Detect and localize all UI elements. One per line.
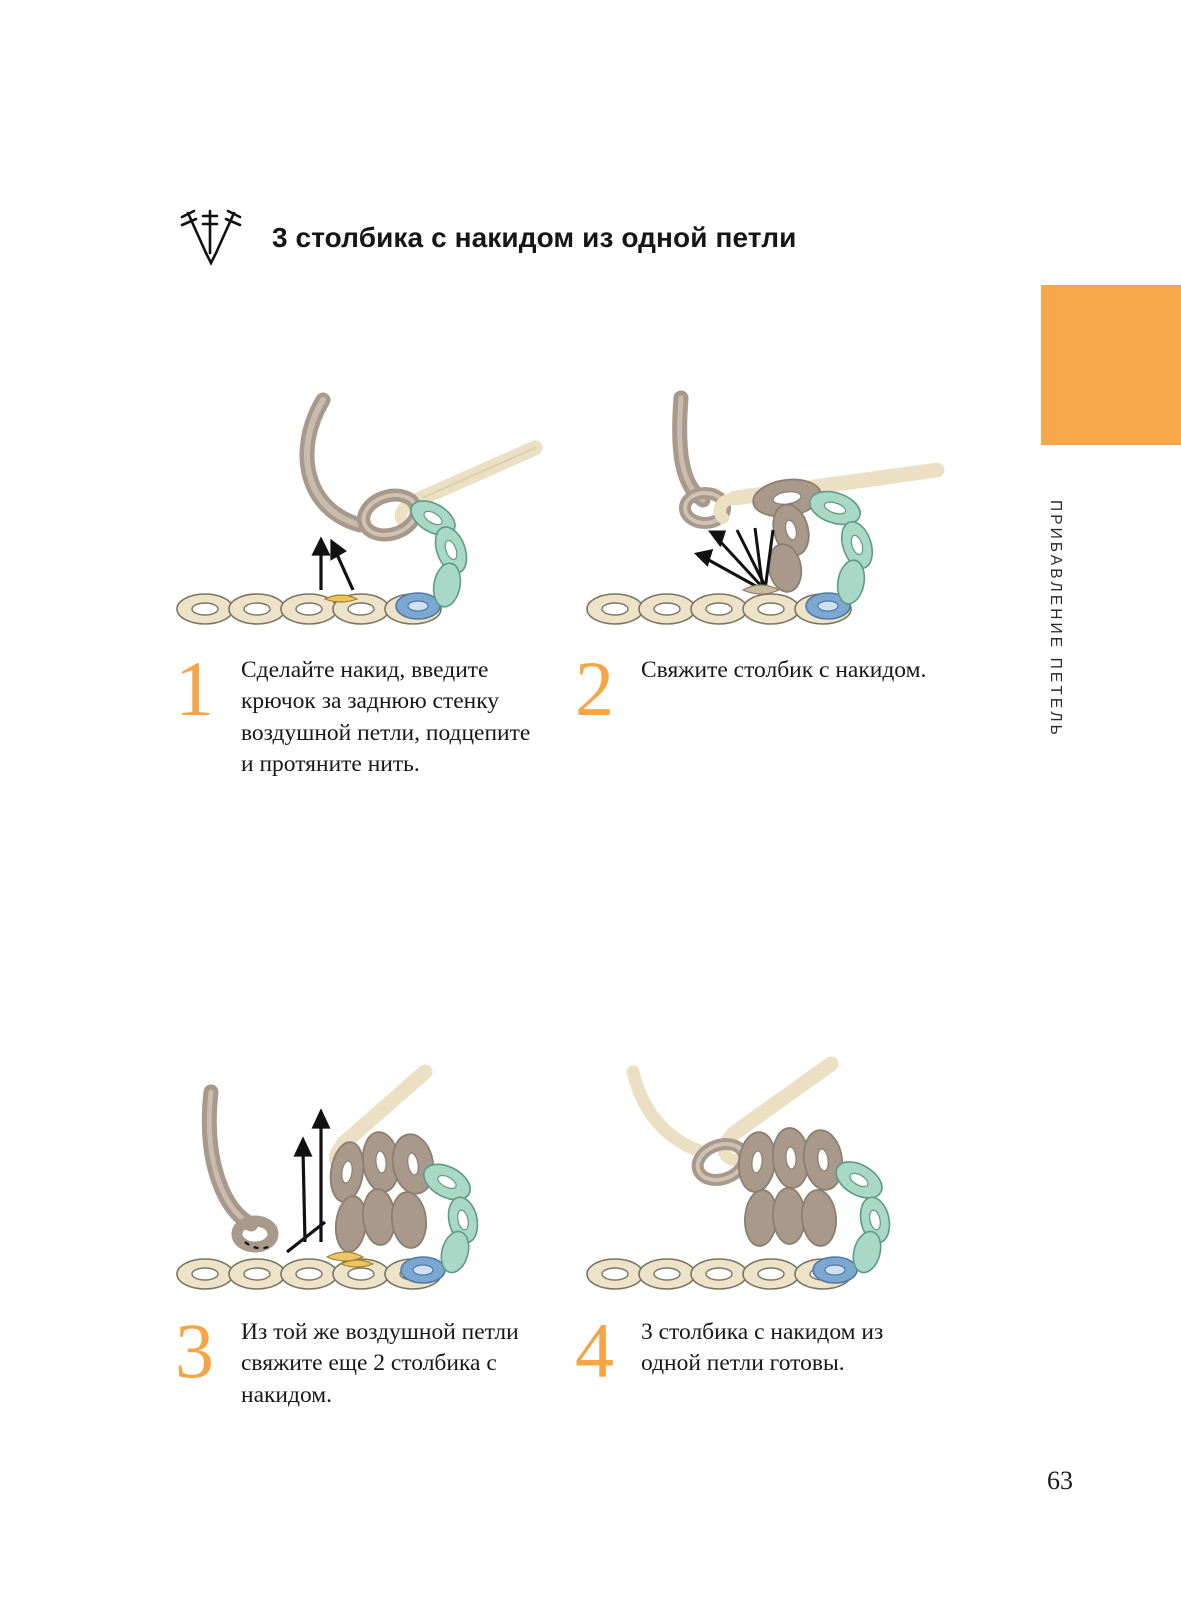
step-4-caption [575,1307,975,1394]
page-number: 63 [1047,1466,1073,1495]
steps-row-2 [175,1052,975,1411]
step-1-caption [175,645,575,780]
step-4-text: 3 столбика с накидом из одной петли готовы. [641,1319,884,1377]
step-2 [575,390,975,780]
section-title: 3 столбика с накидом из одной петли [272,222,797,253]
section-side-label: ПРИБАВЛЕНИЕ ПЕТЕЛЬ [1047,500,1064,738]
step-2-number: 2 [575,645,614,732]
page-edge-tab [1041,285,1181,445]
step-2-illustration [575,390,975,655]
three-double-crochet-cluster-symbol [180,207,254,269]
step-3-number: 3 [175,1307,214,1394]
step-4 [575,1052,975,1411]
step-2-text: Свяжите столбик с накидом. [641,657,927,683]
step-4-number: 4 [575,1307,614,1394]
step-3 [175,1052,575,1411]
step-3-text: Из той же воздушной петли свяжите еще 2 столбика с накидом. [241,1319,519,1408]
step-4-illustration [575,1052,975,1317]
steps-row-1 [175,390,975,780]
step-1-illustration [175,390,575,655]
steps-container [175,390,975,1411]
step-1-text: Сделайте накид, введите крючок за заднюю стенку воздушной петли, подцепите и протяните нить. [241,657,531,777]
step-1-number: 1 [175,645,214,732]
step-1 [175,390,575,780]
step-3-caption [175,1307,575,1411]
step-3-illustration [175,1052,575,1317]
step-2-caption [575,645,975,732]
section-heading [180,207,796,269]
